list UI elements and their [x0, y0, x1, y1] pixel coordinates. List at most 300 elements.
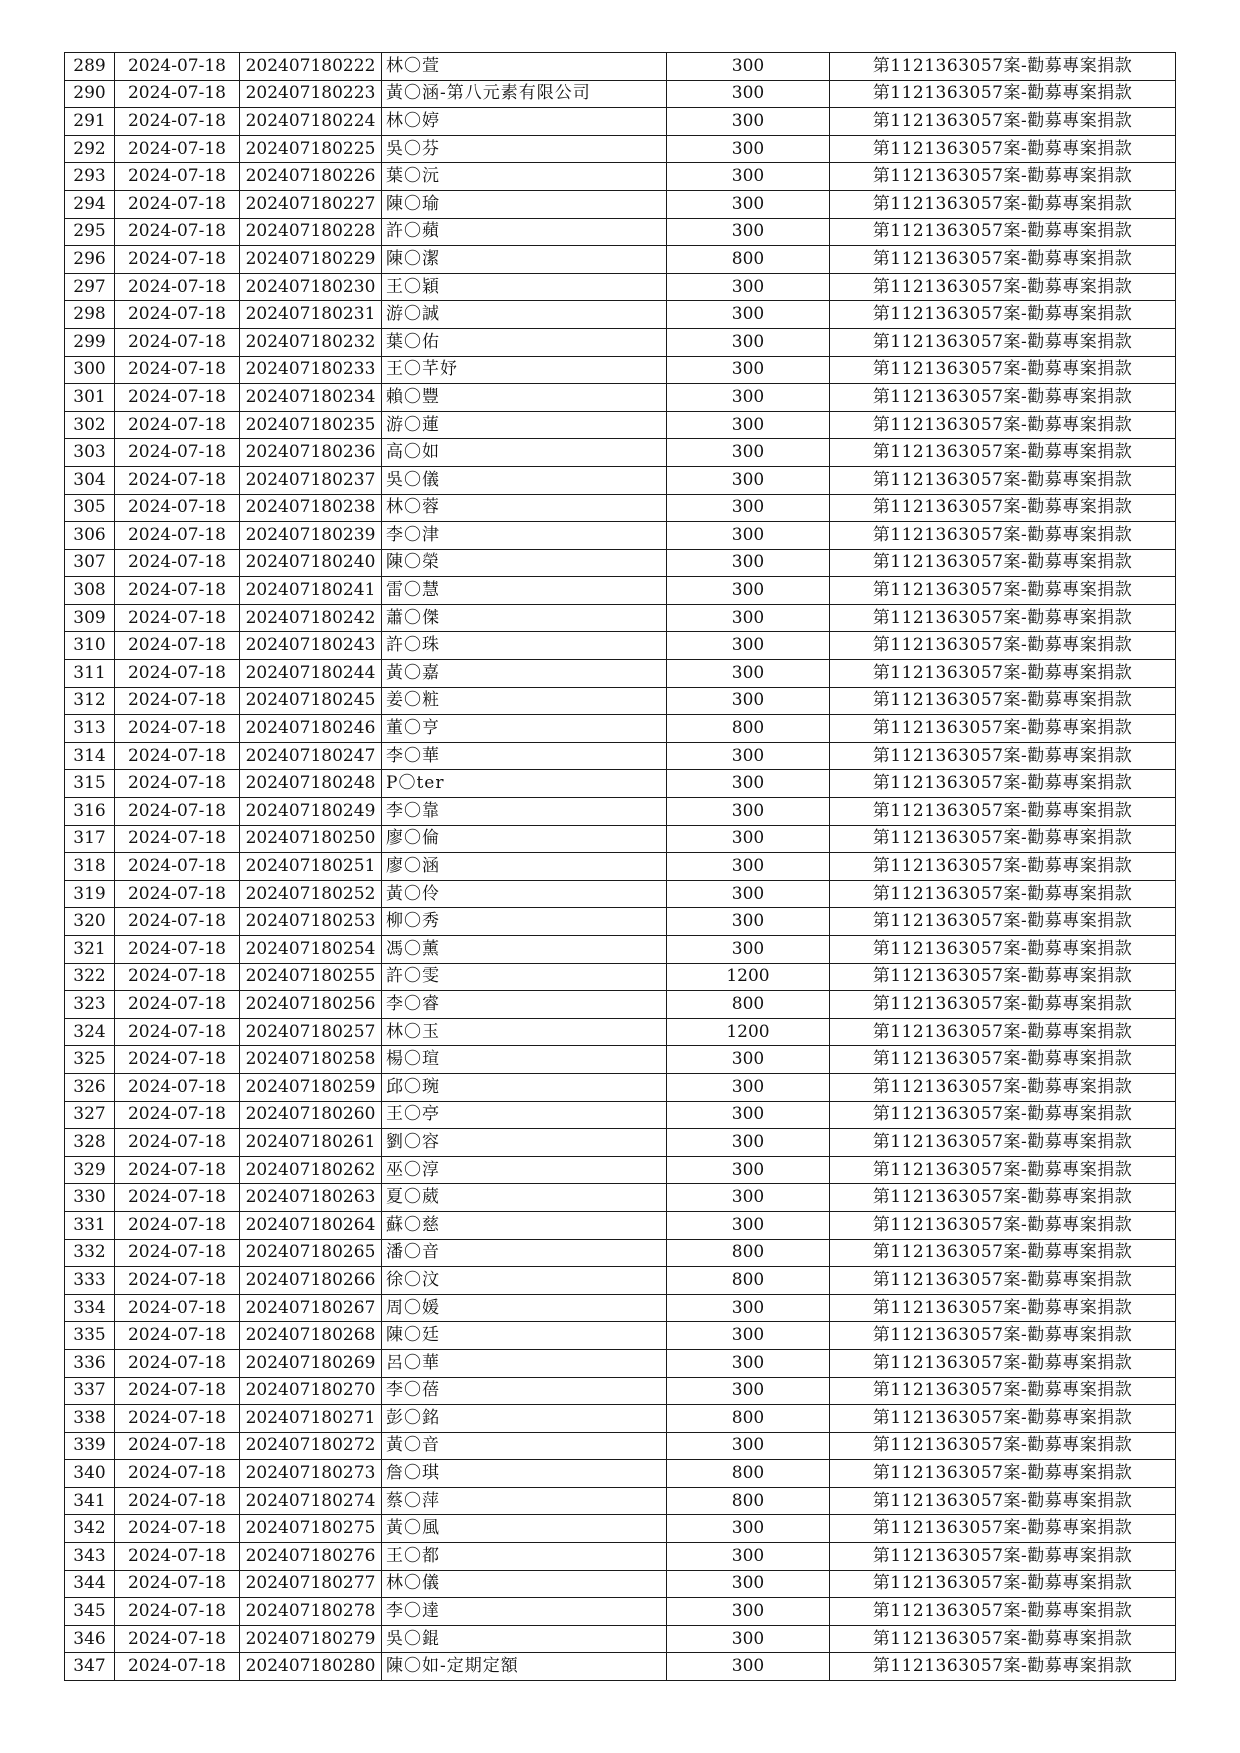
table-row — [65, 687, 1176, 715]
donation-amount: 300 — [667, 936, 830, 964]
row-number: 324 — [65, 1018, 115, 1046]
row-number: 296 — [65, 246, 115, 274]
donation-purpose: 第1121363057案-勸募專案捐款 — [830, 1377, 1176, 1405]
donation-date: 2024-07-18 — [115, 328, 240, 356]
donation-amount: 800 — [667, 1405, 830, 1433]
table-row — [65, 218, 1176, 246]
table-row — [65, 356, 1176, 384]
row-number: 315 — [65, 770, 115, 798]
receipt-number: 202407180249 — [240, 798, 382, 826]
donation-amount: 800 — [667, 715, 830, 743]
row-number: 335 — [65, 1322, 115, 1350]
donor-name: 林〇蓉 — [382, 494, 667, 522]
donor-name: 廖〇倫 — [382, 825, 667, 853]
table-row — [65, 135, 1176, 163]
row-number: 305 — [65, 494, 115, 522]
receipt-number: 202407180251 — [240, 853, 382, 881]
donation-date: 2024-07-18 — [115, 1515, 240, 1543]
table-row — [65, 80, 1176, 108]
donation-amount: 300 — [667, 853, 830, 881]
donor-name: 巫〇淳 — [382, 1156, 667, 1184]
donation-purpose: 第1121363057案-勸募專案捐款 — [830, 190, 1176, 218]
row-number: 321 — [65, 936, 115, 964]
row-number: 301 — [65, 384, 115, 412]
donation-amount: 300 — [667, 1211, 830, 1239]
row-number: 347 — [65, 1653, 115, 1681]
table-row — [65, 1515, 1176, 1543]
donor-name: 李〇達 — [382, 1598, 667, 1626]
donor-name: 王〇亭 — [382, 1101, 667, 1129]
ledger-body — [65, 53, 1176, 1681]
donor-name: 游〇蓮 — [382, 411, 667, 439]
table-row — [65, 549, 1176, 577]
donation-purpose: 第1121363057案-勸募專案捐款 — [830, 1101, 1176, 1129]
table-row — [65, 1018, 1176, 1046]
donation-amount: 300 — [667, 1294, 830, 1322]
donation-purpose: 第1121363057案-勸募專案捐款 — [830, 853, 1176, 881]
donation-date: 2024-07-18 — [115, 494, 240, 522]
donation-date: 2024-07-18 — [115, 522, 240, 550]
row-number: 329 — [65, 1156, 115, 1184]
table-row — [65, 963, 1176, 991]
row-number: 298 — [65, 301, 115, 329]
donation-amount: 800 — [667, 991, 830, 1019]
receipt-number: 202407180266 — [240, 1267, 382, 1295]
row-number: 330 — [65, 1184, 115, 1212]
row-number: 323 — [65, 991, 115, 1019]
donation-date: 2024-07-18 — [115, 1239, 240, 1267]
donor-name: 吳〇儀 — [382, 466, 667, 494]
donation-purpose: 第1121363057案-勸募專案捐款 — [830, 825, 1176, 853]
donation-date: 2024-07-18 — [115, 1211, 240, 1239]
table-row — [65, 1046, 1176, 1074]
donation-amount: 300 — [667, 798, 830, 826]
receipt-number: 202407180246 — [240, 715, 382, 743]
donation-date: 2024-07-18 — [115, 880, 240, 908]
donation-amount: 300 — [667, 328, 830, 356]
table-row — [65, 770, 1176, 798]
donor-name: 邱〇琬 — [382, 1073, 667, 1101]
donation-amount: 300 — [667, 632, 830, 660]
donor-name: 蘇〇慈 — [382, 1211, 667, 1239]
table-row — [65, 1073, 1176, 1101]
donation-amount: 300 — [667, 880, 830, 908]
receipt-number: 202407180234 — [240, 384, 382, 412]
receipt-number: 202407180264 — [240, 1211, 382, 1239]
table-row — [65, 108, 1176, 136]
donor-name: 董〇亨 — [382, 715, 667, 743]
donation-amount: 300 — [667, 549, 830, 577]
row-number: 310 — [65, 632, 115, 660]
row-number: 344 — [65, 1570, 115, 1598]
table-row — [65, 466, 1176, 494]
receipt-number: 202407180263 — [240, 1184, 382, 1212]
donation-date: 2024-07-18 — [115, 660, 240, 688]
donation-purpose: 第1121363057案-勸募專案捐款 — [830, 1598, 1176, 1626]
donation-purpose: 第1121363057案-勸募專案捐款 — [830, 660, 1176, 688]
donation-date: 2024-07-18 — [115, 1570, 240, 1598]
receipt-number: 202407180278 — [240, 1598, 382, 1626]
donor-name: 林〇萱 — [382, 53, 667, 81]
donation-amount: 300 — [667, 190, 830, 218]
receipt-number: 202407180265 — [240, 1239, 382, 1267]
donor-name: 廖〇涵 — [382, 853, 667, 881]
donation-purpose: 第1121363057案-勸募專案捐款 — [830, 604, 1176, 632]
donation-date: 2024-07-18 — [115, 908, 240, 936]
donation-amount: 300 — [667, 439, 830, 467]
receipt-number: 202407180258 — [240, 1046, 382, 1074]
donation-purpose: 第1121363057案-勸募專案捐款 — [830, 742, 1176, 770]
donor-name: 彭〇銘 — [382, 1405, 667, 1433]
donation-purpose: 第1121363057案-勸募專案捐款 — [830, 1294, 1176, 1322]
donation-amount: 300 — [667, 1101, 830, 1129]
donation-date: 2024-07-18 — [115, 1129, 240, 1157]
donation-date: 2024-07-18 — [115, 466, 240, 494]
donation-date: 2024-07-18 — [115, 1653, 240, 1681]
donation-amount: 300 — [667, 273, 830, 301]
table-row — [65, 163, 1176, 191]
donation-date: 2024-07-18 — [115, 1101, 240, 1129]
receipt-number: 202407180260 — [240, 1101, 382, 1129]
donor-name: 李〇華 — [382, 742, 667, 770]
receipt-number: 202407180272 — [240, 1432, 382, 1460]
receipt-number: 202407180268 — [240, 1322, 382, 1350]
donation-purpose: 第1121363057案-勸募專案捐款 — [830, 1267, 1176, 1295]
row-number: 289 — [65, 53, 115, 81]
donation-date: 2024-07-18 — [115, 991, 240, 1019]
donor-name: 陳〇榮 — [382, 549, 667, 577]
table-row — [65, 1322, 1176, 1350]
donation-amount: 300 — [667, 163, 830, 191]
donation-purpose: 第1121363057案-勸募專案捐款 — [830, 384, 1176, 412]
row-number: 291 — [65, 108, 115, 136]
donor-name: 徐〇汶 — [382, 1267, 667, 1295]
donation-amount: 800 — [667, 1239, 830, 1267]
donation-date: 2024-07-18 — [115, 53, 240, 81]
donation-amount: 300 — [667, 1570, 830, 1598]
donation-date: 2024-07-18 — [115, 1377, 240, 1405]
donation-amount: 300 — [667, 1184, 830, 1212]
donation-purpose: 第1121363057案-勸募專案捐款 — [830, 908, 1176, 936]
receipt-number: 202407180280 — [240, 1653, 382, 1681]
donation-purpose: 第1121363057案-勸募專案捐款 — [830, 356, 1176, 384]
donation-date: 2024-07-18 — [115, 549, 240, 577]
donation-purpose: 第1121363057案-勸募專案捐款 — [830, 770, 1176, 798]
donation-purpose: 第1121363057案-勸募專案捐款 — [830, 1156, 1176, 1184]
donation-date: 2024-07-18 — [115, 1046, 240, 1074]
donation-amount: 800 — [667, 246, 830, 274]
donation-amount: 300 — [667, 577, 830, 605]
donor-name: 許〇珠 — [382, 632, 667, 660]
donor-name: 柳〇秀 — [382, 908, 667, 936]
table-row — [65, 991, 1176, 1019]
donation-date: 2024-07-18 — [115, 853, 240, 881]
donor-name: 潘〇音 — [382, 1239, 667, 1267]
donor-name: 黃〇伶 — [382, 880, 667, 908]
table-row — [65, 936, 1176, 964]
table-row — [65, 1211, 1176, 1239]
donation-date: 2024-07-18 — [115, 1267, 240, 1295]
donor-name: 劉〇容 — [382, 1129, 667, 1157]
donor-name: 林〇婷 — [382, 108, 667, 136]
receipt-number: 202407180256 — [240, 991, 382, 1019]
donor-name: 葉〇佑 — [382, 328, 667, 356]
donation-date: 2024-07-18 — [115, 1460, 240, 1488]
table-row — [65, 1129, 1176, 1157]
row-number: 341 — [65, 1487, 115, 1515]
donation-purpose: 第1121363057案-勸募專案捐款 — [830, 53, 1176, 81]
table-row — [65, 1653, 1176, 1681]
table-row — [65, 1156, 1176, 1184]
table-row — [65, 577, 1176, 605]
donation-purpose: 第1121363057案-勸募專案捐款 — [830, 963, 1176, 991]
receipt-number: 202407180235 — [240, 411, 382, 439]
donation-date: 2024-07-18 — [115, 301, 240, 329]
donor-name: 黃〇風 — [382, 1515, 667, 1543]
donation-date: 2024-07-18 — [115, 936, 240, 964]
donation-purpose: 第1121363057案-勸募專案捐款 — [830, 411, 1176, 439]
row-number: 322 — [65, 963, 115, 991]
donation-date: 2024-07-18 — [115, 963, 240, 991]
donation-amount: 300 — [667, 1129, 830, 1157]
donation-amount: 300 — [667, 494, 830, 522]
donor-name: 王〇芊妤 — [382, 356, 667, 384]
donation-date: 2024-07-18 — [115, 246, 240, 274]
donation-amount: 300 — [667, 1322, 830, 1350]
donation-amount: 300 — [667, 218, 830, 246]
row-number: 319 — [65, 880, 115, 908]
donation-purpose: 第1121363057案-勸募專案捐款 — [830, 1184, 1176, 1212]
receipt-number: 202407180271 — [240, 1405, 382, 1433]
donor-name: 姜〇粧 — [382, 687, 667, 715]
receipt-number: 202407180253 — [240, 908, 382, 936]
donation-date: 2024-07-18 — [115, 1322, 240, 1350]
donation-date: 2024-07-18 — [115, 770, 240, 798]
donor-name: 賴〇豐 — [382, 384, 667, 412]
donor-name: 高〇如 — [382, 439, 667, 467]
donation-amount: 300 — [667, 604, 830, 632]
table-row — [65, 384, 1176, 412]
donation-purpose: 第1121363057案-勸募專案捐款 — [830, 1129, 1176, 1157]
donation-purpose: 第1121363057案-勸募專案捐款 — [830, 991, 1176, 1019]
donation-date: 2024-07-18 — [115, 80, 240, 108]
donor-name: 游〇誠 — [382, 301, 667, 329]
table-row — [65, 1570, 1176, 1598]
donation-amount: 300 — [667, 80, 830, 108]
receipt-number: 202407180279 — [240, 1625, 382, 1653]
table-row — [65, 1487, 1176, 1515]
receipt-number: 202407180254 — [240, 936, 382, 964]
table-row — [65, 1460, 1176, 1488]
donation-purpose: 第1121363057案-勸募專案捐款 — [830, 549, 1176, 577]
donation-purpose: 第1121363057案-勸募專案捐款 — [830, 108, 1176, 136]
donation-purpose: 第1121363057案-勸募專案捐款 — [830, 1625, 1176, 1653]
row-number: 318 — [65, 853, 115, 881]
donation-purpose: 第1121363057案-勸募專案捐款 — [830, 1570, 1176, 1598]
donor-name: 李〇靠 — [382, 798, 667, 826]
donation-amount: 1200 — [667, 963, 830, 991]
receipt-number: 202407180276 — [240, 1543, 382, 1571]
donation-date: 2024-07-18 — [115, 1543, 240, 1571]
donation-purpose: 第1121363057案-勸募專案捐款 — [830, 1460, 1176, 1488]
table-row — [65, 1294, 1176, 1322]
receipt-number: 202407180230 — [240, 273, 382, 301]
donation-date: 2024-07-18 — [115, 715, 240, 743]
table-row — [65, 1377, 1176, 1405]
receipt-number: 202407180242 — [240, 604, 382, 632]
donor-name: 吳〇芬 — [382, 135, 667, 163]
donation-purpose: 第1121363057案-勸募專案捐款 — [830, 687, 1176, 715]
donor-name: 許〇蘋 — [382, 218, 667, 246]
donor-name: 葉〇沅 — [382, 163, 667, 191]
donation-purpose: 第1121363057案-勸募專案捐款 — [830, 1018, 1176, 1046]
donation-date: 2024-07-18 — [115, 1349, 240, 1377]
donation-amount: 300 — [667, 660, 830, 688]
row-number: 320 — [65, 908, 115, 936]
donation-purpose: 第1121363057案-勸募專案捐款 — [830, 1405, 1176, 1433]
table-row — [65, 1598, 1176, 1626]
donation-purpose: 第1121363057案-勸募專案捐款 — [830, 1073, 1176, 1101]
table-row — [65, 1184, 1176, 1212]
donor-name: 楊〇瑄 — [382, 1046, 667, 1074]
donation-date: 2024-07-18 — [115, 1432, 240, 1460]
donor-name: 林〇玉 — [382, 1018, 667, 1046]
table-row — [65, 190, 1176, 218]
table-row — [65, 439, 1176, 467]
receipt-number: 202407180247 — [240, 742, 382, 770]
donation-purpose: 第1121363057案-勸募專案捐款 — [830, 80, 1176, 108]
donation-purpose: 第1121363057案-勸募專案捐款 — [830, 1046, 1176, 1074]
donor-name: 李〇津 — [382, 522, 667, 550]
donor-name: 李〇蓓 — [382, 1377, 667, 1405]
receipt-number: 202407180239 — [240, 522, 382, 550]
receipt-number: 202407180241 — [240, 577, 382, 605]
table-row — [65, 301, 1176, 329]
receipt-number: 202407180250 — [240, 825, 382, 853]
donation-date: 2024-07-18 — [115, 218, 240, 246]
donation-amount: 300 — [667, 1377, 830, 1405]
table-row — [65, 1543, 1176, 1571]
receipt-number: 202407180232 — [240, 328, 382, 356]
receipt-number: 202407180224 — [240, 108, 382, 136]
row-number: 292 — [65, 135, 115, 163]
donation-date: 2024-07-18 — [115, 273, 240, 301]
donation-purpose: 第1121363057案-勸募專案捐款 — [830, 301, 1176, 329]
donation-amount: 300 — [667, 1543, 830, 1571]
receipt-number: 202407180237 — [240, 466, 382, 494]
receipt-number: 202407180244 — [240, 660, 382, 688]
receipt-number: 202407180227 — [240, 190, 382, 218]
table-row — [65, 246, 1176, 274]
receipt-number: 202407180261 — [240, 1129, 382, 1157]
donation-amount: 300 — [667, 1432, 830, 1460]
table-row — [65, 880, 1176, 908]
donation-amount: 300 — [667, 687, 830, 715]
donor-name: 雷〇慧 — [382, 577, 667, 605]
row-number: 299 — [65, 328, 115, 356]
donor-name: 周〇媛 — [382, 1294, 667, 1322]
donation-amount: 300 — [667, 742, 830, 770]
receipt-number: 202407180255 — [240, 963, 382, 991]
donation-purpose: 第1121363057案-勸募專案捐款 — [830, 439, 1176, 467]
donation-amount: 300 — [667, 1349, 830, 1377]
donation-amount: 300 — [667, 384, 830, 412]
donation-date: 2024-07-18 — [115, 1487, 240, 1515]
donor-name: 陳〇潔 — [382, 246, 667, 274]
row-number: 327 — [65, 1101, 115, 1129]
donor-name: 林〇儀 — [382, 1570, 667, 1598]
receipt-number: 202407180252 — [240, 880, 382, 908]
receipt-number: 202407180275 — [240, 1515, 382, 1543]
row-number: 308 — [65, 577, 115, 605]
donation-purpose: 第1121363057案-勸募專案捐款 — [830, 880, 1176, 908]
donation-purpose: 第1121363057案-勸募專案捐款 — [830, 1432, 1176, 1460]
table-row — [65, 53, 1176, 81]
row-number: 328 — [65, 1129, 115, 1157]
donation-amount: 300 — [667, 825, 830, 853]
donation-purpose: 第1121363057案-勸募專案捐款 — [830, 715, 1176, 743]
table-row — [65, 1349, 1176, 1377]
donation-purpose: 第1121363057案-勸募專案捐款 — [830, 1487, 1176, 1515]
donor-name: 馮〇薰 — [382, 936, 667, 964]
receipt-number: 202407180225 — [240, 135, 382, 163]
donation-purpose: 第1121363057案-勸募專案捐款 — [830, 328, 1176, 356]
donation-date: 2024-07-18 — [115, 1073, 240, 1101]
donation-purpose: 第1121363057案-勸募專案捐款 — [830, 273, 1176, 301]
donation-date: 2024-07-18 — [115, 190, 240, 218]
table-row — [65, 715, 1176, 743]
donor-name: 蔡〇萍 — [382, 1487, 667, 1515]
donation-amount: 800 — [667, 1267, 830, 1295]
donor-name: 許〇雯 — [382, 963, 667, 991]
receipt-number: 202407180236 — [240, 439, 382, 467]
row-number: 300 — [65, 356, 115, 384]
donation-date: 2024-07-18 — [115, 577, 240, 605]
donation-purpose: 第1121363057案-勸募專案捐款 — [830, 1543, 1176, 1571]
donation-date: 2024-07-18 — [115, 163, 240, 191]
row-number: 343 — [65, 1543, 115, 1571]
donor-name: 陳〇瑜 — [382, 190, 667, 218]
donation-amount: 300 — [667, 466, 830, 494]
donation-date: 2024-07-18 — [115, 1018, 240, 1046]
receipt-number: 202407180273 — [240, 1460, 382, 1488]
donor-name: 王〇穎 — [382, 273, 667, 301]
donation-amount: 300 — [667, 1653, 830, 1681]
receipt-number: 202407180245 — [240, 687, 382, 715]
table-row — [65, 632, 1176, 660]
donation-amount: 800 — [667, 1487, 830, 1515]
row-number: 295 — [65, 218, 115, 246]
donation-amount: 300 — [667, 1625, 830, 1653]
donor-name: 李〇睿 — [382, 991, 667, 1019]
row-number: 316 — [65, 798, 115, 826]
donation-amount: 300 — [667, 108, 830, 136]
receipt-number: 202407180262 — [240, 1156, 382, 1184]
table-row — [65, 494, 1176, 522]
donation-amount: 300 — [667, 1046, 830, 1074]
receipt-number: 202407180233 — [240, 356, 382, 384]
row-number: 302 — [65, 411, 115, 439]
row-number: 311 — [65, 660, 115, 688]
table-row — [65, 273, 1176, 301]
donation-date: 2024-07-18 — [115, 108, 240, 136]
table-row — [65, 522, 1176, 550]
donation-date: 2024-07-18 — [115, 604, 240, 632]
row-number: 309 — [65, 604, 115, 632]
table-row — [65, 825, 1176, 853]
receipt-number: 202407180259 — [240, 1073, 382, 1101]
row-number: 333 — [65, 1267, 115, 1295]
